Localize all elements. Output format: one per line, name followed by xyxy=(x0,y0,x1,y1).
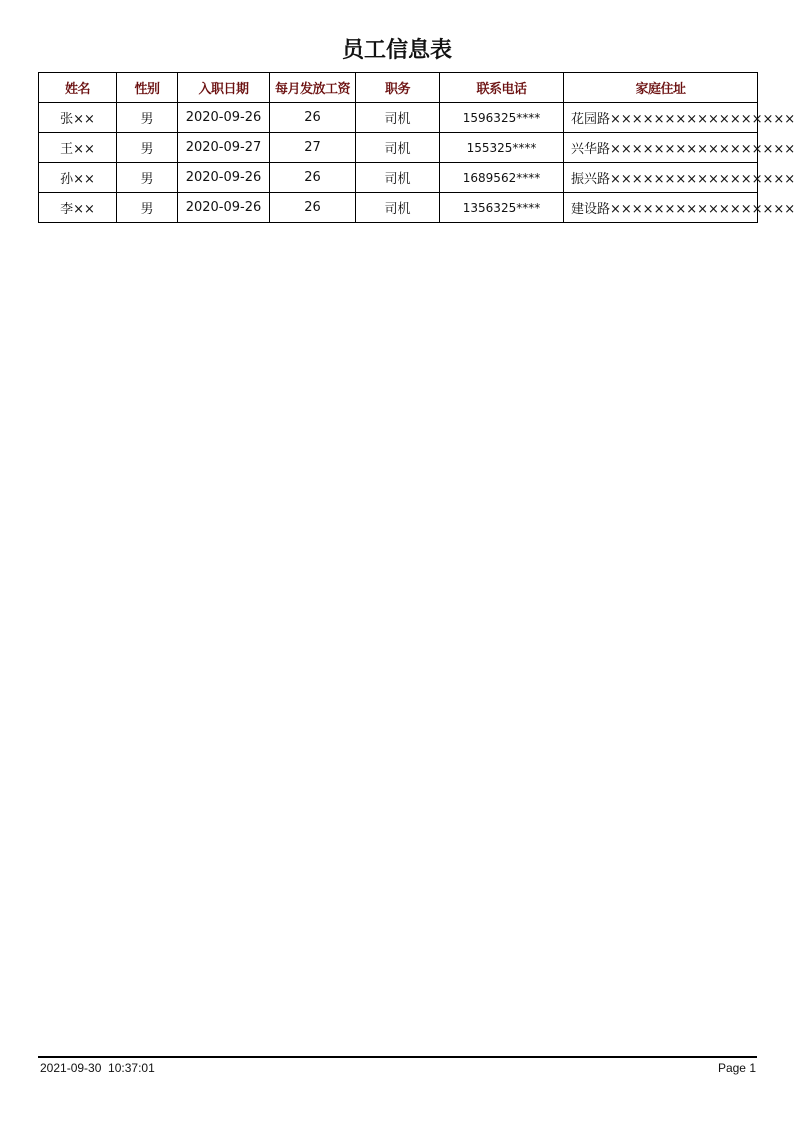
cell-address: 振兴路××××××××××××××××× xyxy=(564,163,758,193)
cell-name: 王×× xyxy=(39,133,117,163)
cell-phone: 1356325**** xyxy=(440,193,564,223)
header-address: 家庭住址 xyxy=(564,73,758,103)
cell-phone: 1689562**** xyxy=(440,163,564,193)
table-row xyxy=(39,193,758,223)
cell-position: 司机 xyxy=(356,193,440,223)
footer-divider xyxy=(38,1056,757,1058)
cell-name: 孙×× xyxy=(39,163,117,193)
cell-address: 花园路××××××××××××××××× xyxy=(564,103,758,133)
header-name: 姓名 xyxy=(39,73,117,103)
cell-hire-date: 2020-09-26 xyxy=(178,163,270,193)
header-phone: 联系电话 xyxy=(440,73,564,103)
header-gender: 性别 xyxy=(117,73,178,103)
cell-gender: 男 xyxy=(117,163,178,193)
cell-pay-day: 26 xyxy=(270,193,356,223)
cell-address: 兴华路××××××××××××××××× xyxy=(564,133,758,163)
cell-address: 建设路××××××××××××××××× xyxy=(564,193,758,223)
cell-pay-day: 26 xyxy=(270,163,356,193)
cell-position: 司机 xyxy=(356,103,440,133)
cell-name: 张×× xyxy=(39,103,117,133)
cell-hire-date: 2020-09-26 xyxy=(178,103,270,133)
cell-phone: 1596325**** xyxy=(440,103,564,133)
table-row xyxy=(39,103,758,133)
header-position: 职务 xyxy=(356,73,440,103)
cell-position: 司机 xyxy=(356,133,440,163)
cell-gender: 男 xyxy=(117,193,178,223)
cell-gender: 男 xyxy=(117,103,178,133)
cell-name: 李×× xyxy=(39,193,117,223)
employee-info-table xyxy=(38,72,795,223)
cell-gender: 男 xyxy=(117,133,178,163)
table-header-row xyxy=(39,73,758,103)
document-title: 员工信息表 xyxy=(341,37,452,63)
cell-phone: 155325**** xyxy=(440,133,564,163)
cell-pay-day: 26 xyxy=(270,103,356,133)
cell-hire-date: 2020-09-26 xyxy=(178,193,270,223)
cell-hire-date: 2020-09-27 xyxy=(178,133,270,163)
cell-pay-day: 27 xyxy=(270,133,356,163)
print-timestamp: 2021-09-30 10:37:01 xyxy=(40,1061,155,1075)
table-row xyxy=(39,163,758,193)
header-monthly-pay-day: 每月发放工资 xyxy=(270,73,356,103)
header-hire-date: 入职日期 xyxy=(178,73,270,103)
cell-position: 司机 xyxy=(356,163,440,193)
page-number: Page 1 xyxy=(717,1061,756,1075)
table-row xyxy=(39,133,758,163)
